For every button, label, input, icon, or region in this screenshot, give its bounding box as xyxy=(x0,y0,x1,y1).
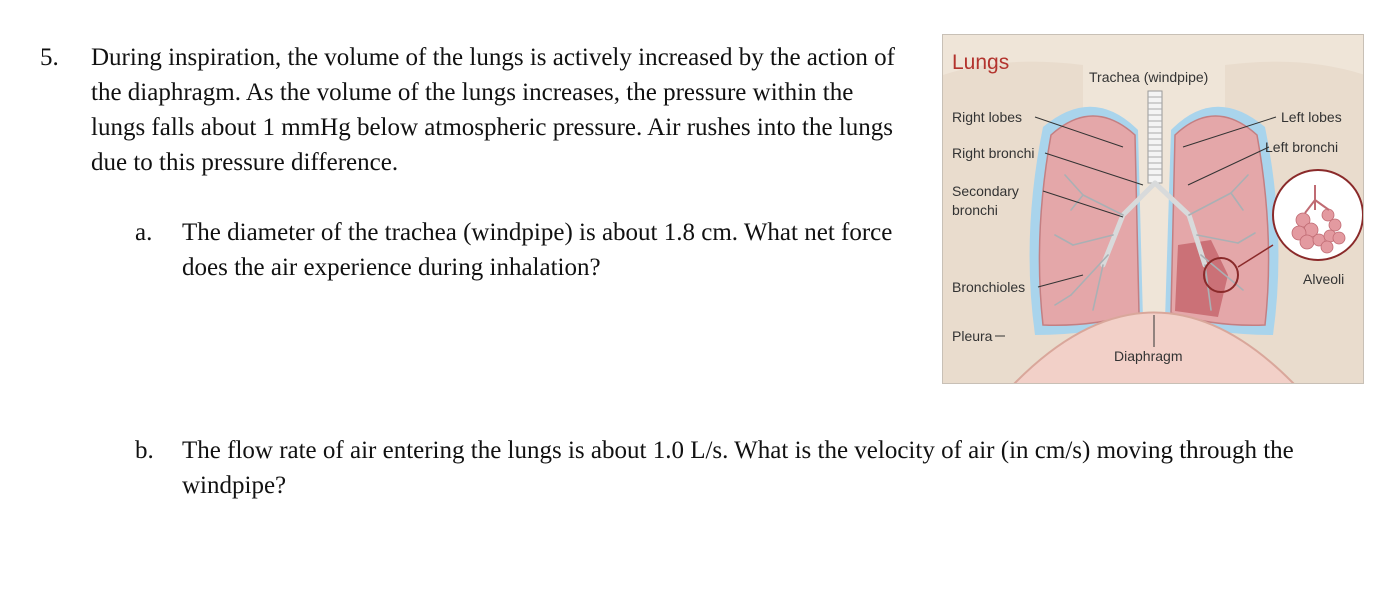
label-left-lobes: Left lobes xyxy=(1281,109,1342,125)
lungs-diagram xyxy=(942,34,1364,384)
part-b-label: b. xyxy=(135,437,154,464)
label-secondary-bronchi-line2: bronchi xyxy=(952,202,998,218)
label-pleura: Pleura xyxy=(952,328,993,344)
lungs-illustration xyxy=(943,35,1364,384)
part-b-text: The flow rate of air entering the lungs is about 1.0 L/s. What is the velocity of air (in cm/s) moving through the windpipe? xyxy=(182,437,1294,499)
figure-title: Lungs xyxy=(952,51,1010,74)
label-diaphragm: Diaphragm xyxy=(1114,348,1183,364)
part-a-label: a. xyxy=(135,219,153,246)
label-alveoli: Alveoli xyxy=(1303,271,1345,287)
label-bronchioles: Bronchioles xyxy=(952,279,1026,295)
question-text: During inspiration, the volume of the lungs is actively increased by the action of the diaphragm. As the volume of the lungs increases, the pressure within the lungs falls about 1 mmHg below atmospheric pressure. Air rushes into the lungs due to this pressure difference. xyxy=(91,44,895,176)
part-a-text: The diameter of the trachea (windpipe) is about 1.8 cm. What net force does the air experience during inhalation? xyxy=(182,219,893,281)
question-number: 5. xyxy=(40,44,59,71)
label-right-bronchi: Right bronchi xyxy=(952,145,1035,161)
label-left-bronchi: Left bronchi xyxy=(1265,139,1339,155)
label-right-lobes: Right lobes xyxy=(952,109,1023,125)
label-secondary-bronchi: Secondary xyxy=(952,183,1019,199)
label-trachea: Trachea (windpipe) xyxy=(1089,69,1209,85)
